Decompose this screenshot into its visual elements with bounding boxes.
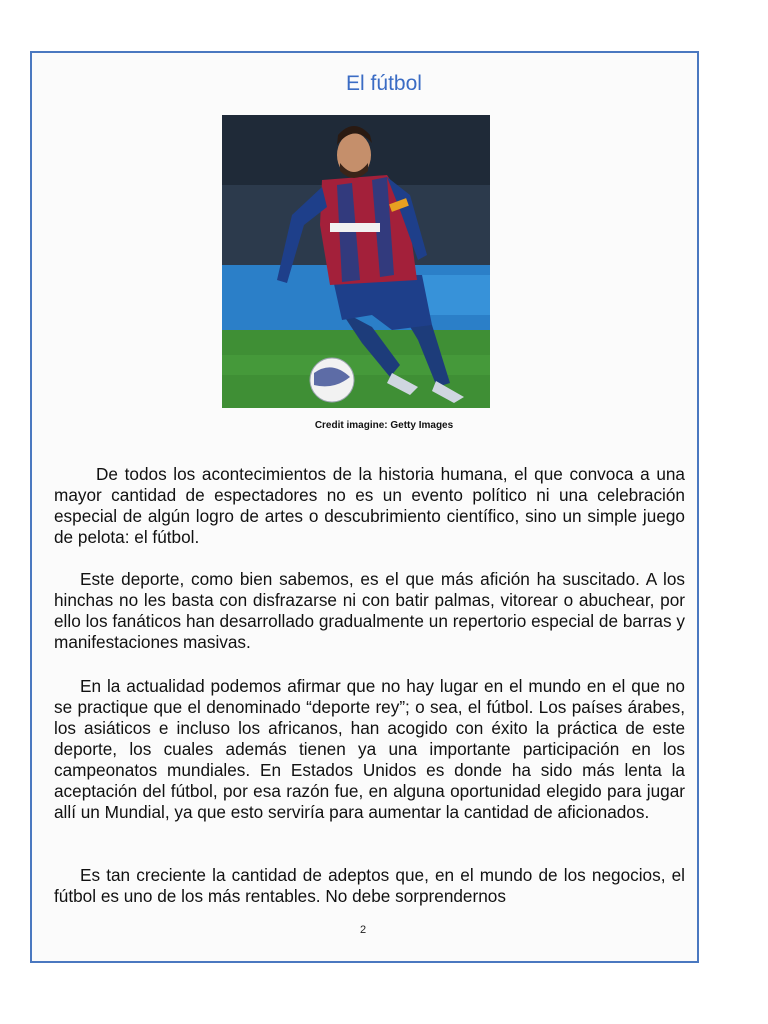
paragraph-2: Este deporte, como bien sabemos, es el que más afición ha suscitado. A los hinchas no les basta con disfrazarse ni con batir palmas, vitorear o abuchear, por ello los fanáticos han desarrollado gradualmente un repertorio especial de barras y manifestaciones masivas. [54, 569, 685, 652]
image-credit: Credit imagine: Getty Images [314, 420, 454, 431]
document-title: El fútbol [346, 72, 422, 95]
paragraph-4: Es tan creciente la cantidad de adeptos que, en el mundo de los negocios, el fútbol es uno de los más rentables. No debe sorprendernos [54, 865, 685, 906]
page-number: 2 [360, 924, 367, 936]
paragraph-3: En la actualidad podemos afirmar que no hay lugar en el mundo en el que no se practique que el denominado “deporte rey”; o sea, el fútbol. Los países árabes, los asiáticos e incluso los africanos, han acogido con éxito la práctica de este deporte, los cuales además tienen ya una importante participación en los campeonatos mundiales. En Estados Unidos es donde ha sido más lenta la aceptación del fútbol, por esa razón fue, en alguna oportunidad elegido para jugar allí un Mundial, ya que esto serviría para aumentar la cantidad de aficionados. [54, 676, 685, 822]
football-player-photo [222, 115, 490, 408]
paragraph-1: De todos los acontecimientos de la historia humana, el que convoca a una mayor cantidad de espectadores no es un evento político ni una celebración especial de algún logro de artes o descubrimiento científico, sino un simple juego de pelota: el fútbol. [54, 464, 685, 547]
